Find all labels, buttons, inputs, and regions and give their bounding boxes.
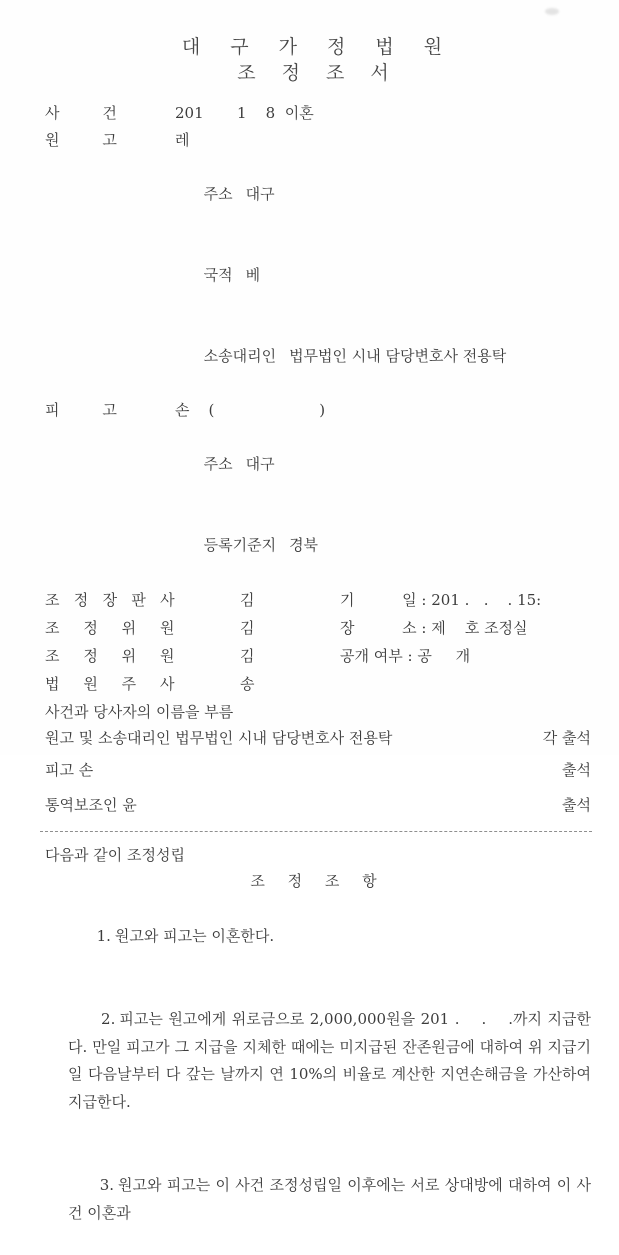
case-number: 201 1 8 이혼 xyxy=(175,104,314,122)
registry-label: 등록기준지 xyxy=(203,536,277,554)
item-number: 3. xyxy=(99,1176,114,1194)
attendance-row xyxy=(45,757,591,783)
item-text: 원고와 피고는 이혼한다. xyxy=(114,926,275,945)
session-place-row: 장 소 : 제 호 조정실 xyxy=(340,619,528,637)
session-public-row: 공개 여부 : 공 개 xyxy=(340,647,471,665)
plaintiff-counsel-row xyxy=(175,316,591,397)
attendance-party: 원고 및 소송대리인 법무법인 시내 담당변호사 전용탁 xyxy=(45,729,393,747)
court-clerk-row xyxy=(45,670,340,698)
call-note: 사건과 당사자의 이름을 부름 xyxy=(45,703,234,721)
defendant-label: 피 고 xyxy=(45,401,117,419)
counsel-value: 법무법인 시내 담당변호사 전용탁 xyxy=(289,347,507,365)
presiding-judge-name: 김 xyxy=(240,591,255,609)
address-label: 주소 xyxy=(203,455,233,473)
scan-artifact xyxy=(545,8,559,15)
dashed-divider xyxy=(40,831,592,832)
mediator-name: 김 xyxy=(240,647,255,665)
attendance-status: 출석 xyxy=(562,761,591,779)
case-row xyxy=(45,100,591,127)
settlement-intro: 다음과 같이 조정성립 xyxy=(45,846,185,864)
plaintiff-address-row xyxy=(175,154,591,235)
address-label: 주소 xyxy=(203,185,233,203)
session-date-row: 기 일 : 201 . . . 15: xyxy=(340,591,542,609)
plaintiff-label: 원 고 xyxy=(45,131,117,149)
defendant-row xyxy=(45,397,591,424)
item-text: 원고와 피고는 이 사건 조정성립일 이후에는 서로 상대방에 대하여 이 사건 이혼과 xyxy=(68,1176,592,1222)
mediator-row xyxy=(45,642,340,670)
defendant-address-row xyxy=(175,424,591,505)
session-empty-row xyxy=(340,670,591,698)
address-value: 대구 xyxy=(245,455,275,473)
address-value: 대구 xyxy=(245,185,275,203)
attendance-status: 각 출석 xyxy=(542,729,591,747)
settlement-item xyxy=(45,979,596,1144)
mediator-row xyxy=(45,614,340,642)
title-block xyxy=(45,34,591,86)
court-clerk-title: 법 원 주 사 xyxy=(45,675,175,693)
item-number: 1. xyxy=(96,926,111,945)
defendant-name: 손 ( ) xyxy=(175,401,326,419)
nationality-label: 국적 xyxy=(203,266,233,284)
plaintiff-nationality-row xyxy=(175,235,591,316)
item-number: 2. xyxy=(101,1010,116,1028)
nationality-value: 베 xyxy=(245,266,261,284)
settlement-item xyxy=(45,1145,591,1255)
presiding-judge-row xyxy=(45,586,340,614)
attendance-party: 통역보조인 윤 xyxy=(45,796,137,814)
officials-session-block xyxy=(45,586,591,698)
attendance-row xyxy=(45,792,591,818)
counsel-label: 소송대리인 xyxy=(203,347,277,365)
settlement-heading: 조 정 조 항 xyxy=(250,872,386,890)
document-body xyxy=(45,100,596,1255)
case-label: 사 건 xyxy=(45,104,117,122)
mediator-name: 김 xyxy=(240,619,255,637)
plaintiff-name: 레 xyxy=(175,131,190,149)
plaintiff-row xyxy=(45,127,591,154)
presiding-judge-title: 조 정 장 판 사 xyxy=(45,591,175,609)
settlement-item xyxy=(45,895,591,978)
registry-value: 경북 xyxy=(289,536,319,554)
attendance-party: 피고 손 xyxy=(45,761,94,779)
item-text: 피고는 원고에게 위로금으로 2,000,000원을 201 . . .까지 지급한다. 만일 피고가 그 지급을 지체한 때에는 미지급된 잔존원금에 대하여 위 지급기일 다음날부터 다 갚는 날까지 연 10%의 비율로 계산한 지연손해금을 가산하여 지급한다. xyxy=(68,1010,596,1111)
defendant-registry-row xyxy=(175,505,591,586)
document-title: 조 정 조 서 xyxy=(237,62,399,84)
court-clerk-name: 송 xyxy=(240,675,255,693)
court-name: 대 구 가 정 법 원 xyxy=(181,36,455,58)
attendance-row xyxy=(45,725,591,751)
mediator-title: 조 정 위 원 xyxy=(45,647,175,665)
attendance-status: 출석 xyxy=(562,796,591,814)
mediator-title: 조 정 위 원 xyxy=(45,619,175,637)
